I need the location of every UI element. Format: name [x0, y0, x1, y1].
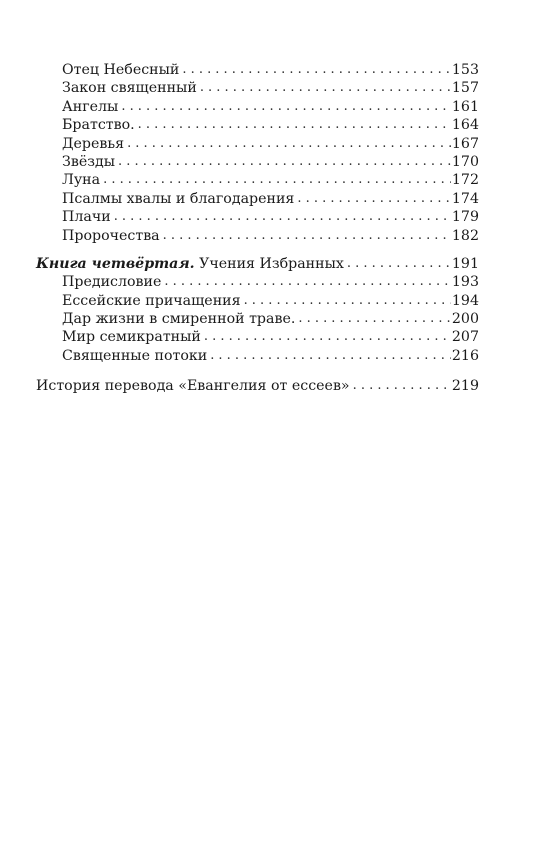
toc-entry-page: 157	[451, 80, 479, 97]
dot-leader	[163, 273, 451, 291]
toc-entry	[36, 328, 479, 346]
toc-entry-title: Псалмы хвалы и благодарения	[62, 190, 295, 207]
toc-top-entry	[36, 377, 479, 395]
section-gap	[36, 245, 479, 255]
toc-entry	[36, 153, 479, 171]
toc-entry-page: 153	[451, 61, 479, 78]
toc-entry-title: Пророчества	[62, 227, 160, 244]
toc-entry	[36, 171, 479, 189]
toc-entry-title: Плачи	[62, 209, 111, 226]
book-title: Учения Избранных	[199, 255, 344, 272]
toc-entry	[36, 347, 479, 365]
toc-entry-title: Ангелы	[62, 98, 119, 115]
dot-leader	[113, 208, 451, 226]
toc-entry	[36, 135, 479, 153]
toc-heading-page: 219	[451, 378, 479, 395]
dot-leader	[203, 328, 451, 346]
toc-entry-title: Луна	[62, 172, 101, 189]
dot-leader	[181, 61, 451, 79]
dot-leader	[126, 135, 451, 153]
book-label: Книга четвёртая.	[36, 255, 195, 272]
toc-entry-title: Звёзды	[62, 153, 115, 170]
dot-leader	[352, 377, 451, 395]
toc-entry-page: 170	[451, 153, 479, 170]
toc-entry-title: Предисловие	[62, 274, 162, 291]
toc-entry-title: Дар жизни в смиренной траве.	[62, 311, 296, 328]
toc-entry	[36, 116, 479, 134]
toc-entry	[36, 190, 479, 208]
toc-heading-title: История перевода «Евангелия от ессеев»	[36, 378, 350, 395]
toc-entry	[36, 61, 479, 79]
toc-entry-page: 167	[451, 135, 479, 152]
toc-heading-title	[36, 255, 346, 273]
toc-book-heading	[36, 255, 479, 273]
toc-entry	[36, 292, 479, 310]
toc-entry-title: Деревья	[62, 135, 125, 152]
toc-entry-page: 182	[451, 227, 479, 244]
toc-entry	[36, 310, 479, 328]
toc-entry-page: 164	[451, 117, 479, 134]
toc-entry	[36, 227, 479, 245]
toc-entry-page: 216	[451, 347, 479, 364]
toc-entry	[36, 98, 479, 116]
dot-leader	[199, 79, 451, 97]
toc-entry-page: 200	[451, 311, 479, 328]
toc-entry-title: Ессейские причащения	[62, 292, 241, 309]
toc-entry-page: 174	[451, 190, 479, 207]
toc-entry-title: Мир семикратный	[62, 329, 201, 346]
toc-entry-page: 193	[451, 274, 479, 291]
toc-entry-page: 172	[451, 172, 479, 189]
toc-entry-page: 194	[451, 292, 479, 309]
toc-heading-page: 191	[451, 255, 479, 272]
toc-entry-page: 161	[451, 98, 479, 115]
dot-leader	[102, 171, 451, 189]
table-of-contents	[36, 61, 479, 396]
section-gap	[36, 365, 479, 377]
toc-entry	[36, 273, 479, 291]
dot-leader	[120, 98, 451, 116]
dot-leader	[162, 227, 451, 245]
toc-entry-title: Священные потоки	[62, 347, 208, 364]
dot-leader	[243, 292, 451, 310]
dot-leader	[346, 255, 451, 273]
dot-leader	[297, 310, 451, 328]
dot-leader	[137, 116, 451, 134]
dot-leader	[209, 347, 451, 365]
toc-entry-title: Братство.	[62, 117, 135, 134]
toc-entry	[36, 79, 479, 97]
toc-entry	[36, 208, 479, 226]
dot-leader	[296, 190, 451, 208]
toc-entry-title: Отец Небесный	[62, 61, 180, 78]
toc-entry-page: 207	[451, 329, 479, 346]
dot-leader	[117, 153, 451, 171]
toc-entry-title: Закон священный	[62, 80, 197, 97]
toc-entry-page: 179	[451, 209, 479, 226]
